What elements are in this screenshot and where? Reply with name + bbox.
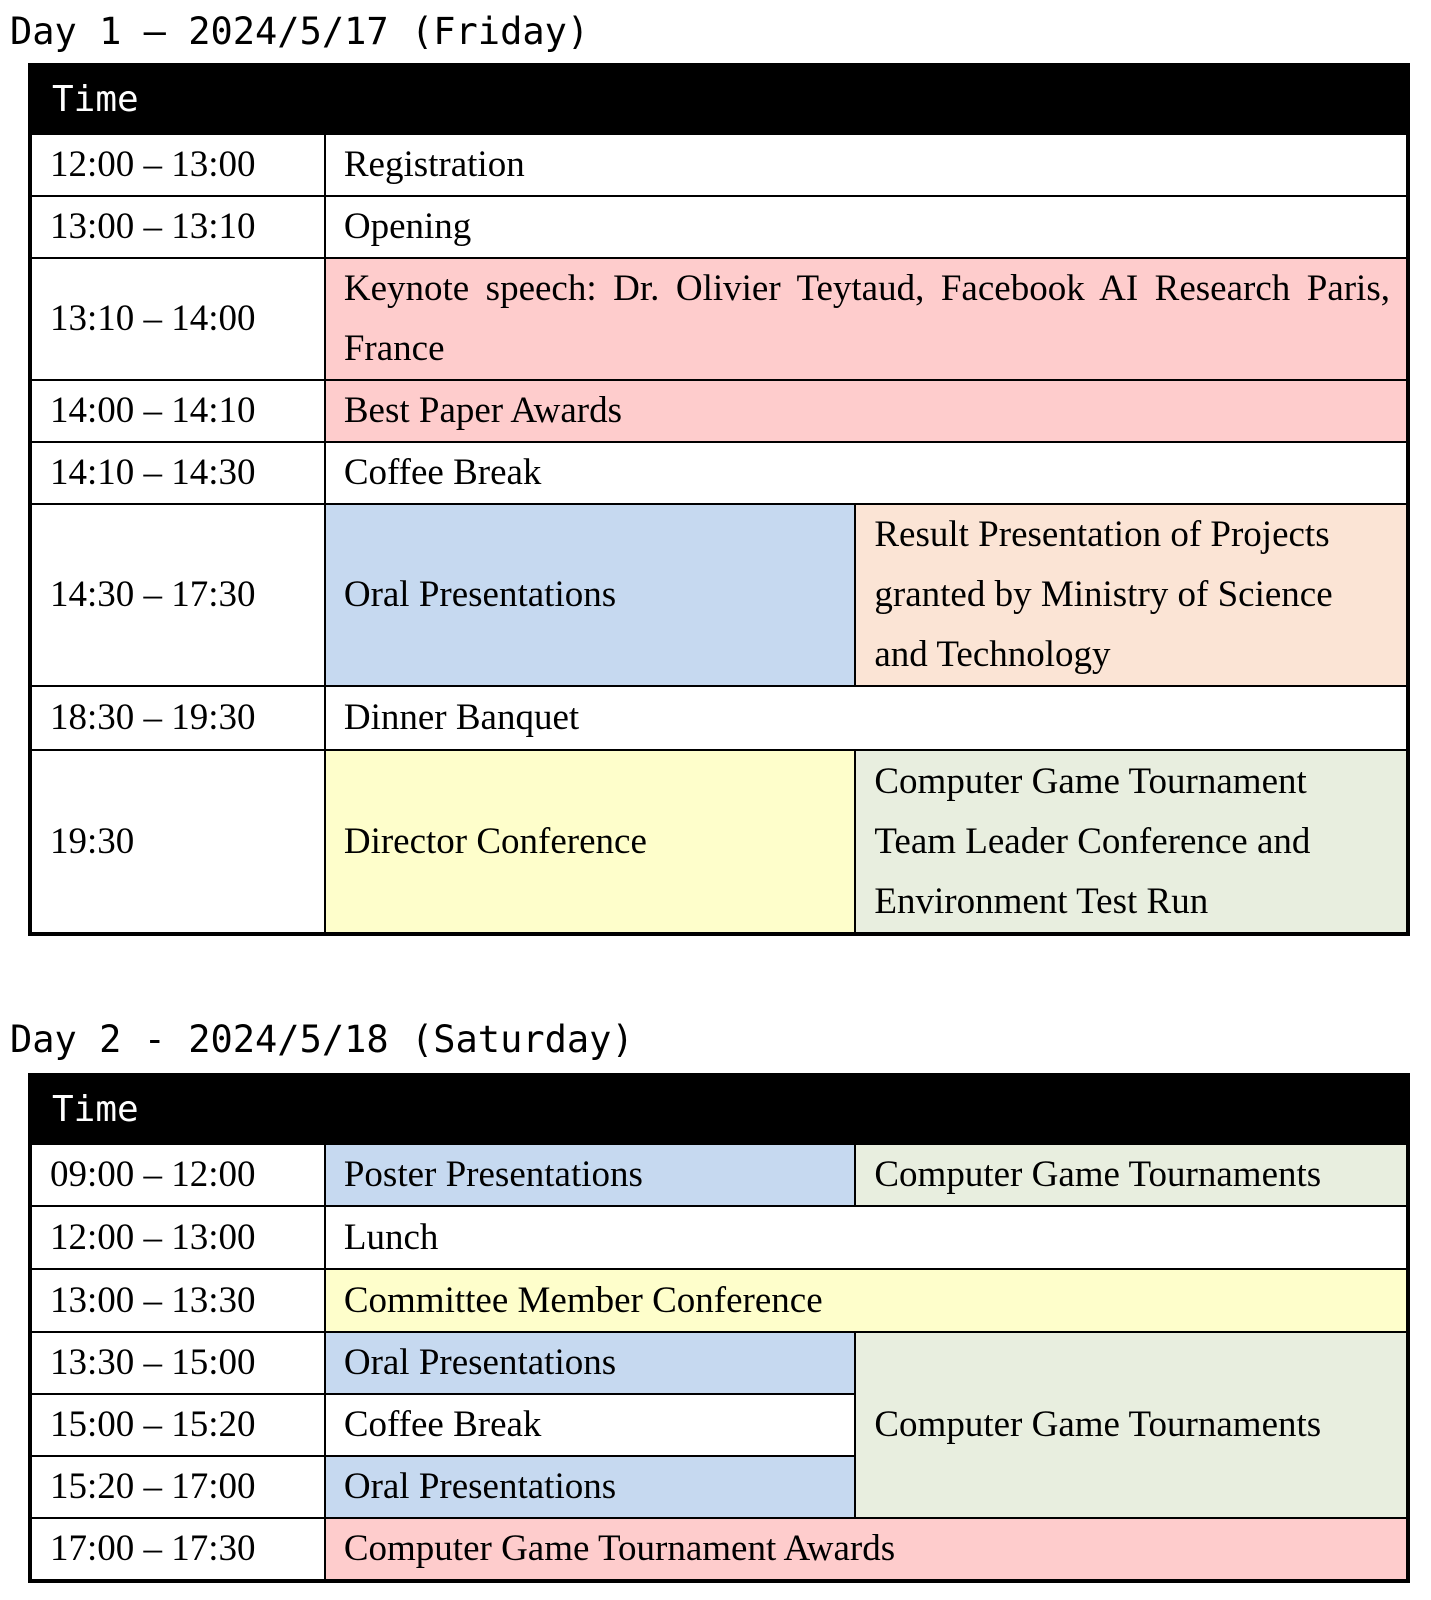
event-cell-secondary: Result Presentation of Projects granted by Ministry of Science and Technology [855, 504, 1408, 686]
event-cell: Lunch [325, 1206, 1408, 1269]
time-cell: 13:00 – 13:10 [30, 196, 325, 258]
time-cell: 12:00 – 13:00 [30, 1206, 325, 1269]
time-cell: 09:00 – 12:00 [30, 1144, 325, 1206]
table-header-row [30, 1075, 1408, 1144]
event-column-header [325, 1075, 1408, 1144]
table-row [30, 686, 1408, 750]
table-row [30, 258, 1408, 380]
table-row [30, 1206, 1408, 1269]
time-cell: 17:00 – 17:30 [30, 1518, 325, 1581]
time-cell: 13:00 – 13:30 [30, 1269, 325, 1332]
table-row [30, 380, 1408, 442]
time-cell: 14:30 – 17:30 [30, 504, 325, 686]
table-header-row [30, 65, 1408, 134]
table-row [30, 1269, 1408, 1332]
table-row [30, 1144, 1408, 1206]
table-row [30, 442, 1408, 504]
table-row [30, 504, 1408, 686]
event-cell: Committee Member Conference [325, 1269, 1408, 1332]
keynote-cell: Keynote speech: Dr. Olivier Teytaud, Facebook AI Research Paris, France [325, 258, 1408, 380]
event-column-header [325, 65, 1408, 134]
time-cell: 13:30 – 15:00 [30, 1332, 325, 1394]
event-cell: Dinner Banquet [325, 686, 1408, 750]
event-cell: Coffee Break [325, 442, 1408, 504]
event-cell-secondary: Computer Game Tournaments [855, 1144, 1408, 1206]
time-cell: 15:00 – 15:20 [30, 1394, 325, 1456]
time-cell: 12:00 – 13:00 [30, 134, 325, 196]
time-cell: 18:30 – 19:30 [30, 686, 325, 750]
table-row [30, 1332, 1408, 1394]
day1-schedule-table [28, 63, 1410, 936]
time-column-header: Time [30, 65, 325, 134]
event-cell: Best Paper Awards [325, 380, 1408, 442]
day2-heading: Day 2 - 2024/5/18 (Saturday) [10, 1018, 634, 1061]
event-cell: Oral Presentations [325, 1456, 856, 1518]
event-cell: Director Conference [325, 750, 856, 934]
day1-heading: Day 1 – 2024/5/17 (Friday) [10, 10, 590, 53]
time-cell: 15:20 – 17:00 [30, 1456, 325, 1518]
table-row [30, 750, 1408, 934]
time-cell: 13:10 – 14:00 [30, 258, 325, 380]
event-cell: Coffee Break [325, 1394, 856, 1456]
event-cell: Poster Presentations [325, 1144, 856, 1206]
time-cell: 19:30 [30, 750, 325, 934]
event-cell-secondary: Computer Game Tournament Team Leader Conference and Environment Test Run [855, 750, 1408, 934]
day2-schedule-table [28, 1073, 1410, 1583]
table-row [30, 196, 1408, 258]
time-cell: 14:10 – 14:30 [30, 442, 325, 504]
event-cell: Opening [325, 196, 1408, 258]
event-cell: Oral Presentations [325, 504, 856, 686]
event-cell: Oral Presentations [325, 1332, 856, 1394]
table-row [30, 1518, 1408, 1581]
time-column-header: Time [30, 1075, 325, 1144]
table-row [30, 134, 1408, 196]
event-cell: Registration [325, 134, 1408, 196]
event-cell-secondary: Computer Game Tournaments [855, 1332, 1408, 1518]
time-cell: 14:00 – 14:10 [30, 380, 325, 442]
event-cell: Computer Game Tournament Awards [325, 1518, 1408, 1581]
